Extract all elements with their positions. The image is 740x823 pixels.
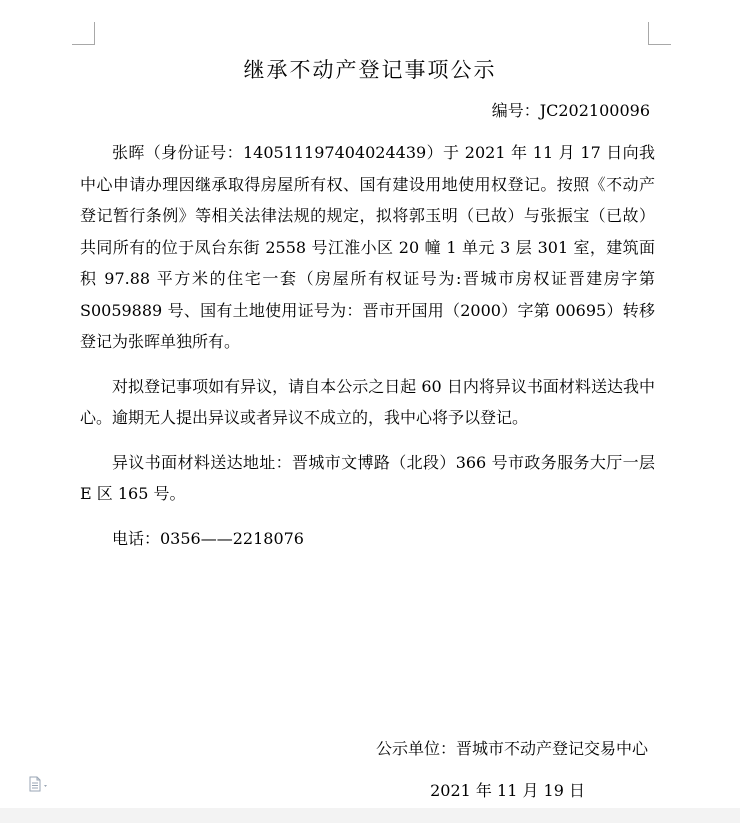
paragraph-objection: 对拟登记事项如有异议，请自本公示之日起 60 日内将异议书面材料送达我中心。逾期无人提出异议或者异议不成立的，我中心将予以登记。 xyxy=(80,376,655,427)
paragraph-phone: 电话：0356——2218076 xyxy=(112,528,304,548)
document-number: 编号：JC202100096 xyxy=(491,101,650,120)
page-bottom-edge xyxy=(0,808,740,823)
signing-unit: 公示单位：晋城市不动产登记交易中心 xyxy=(375,739,648,758)
document-body xyxy=(80,137,655,567)
document-icon[interactable] xyxy=(28,776,52,792)
document-title: 继承不动产登记事项公示 xyxy=(243,58,497,82)
crop-mark-top-left xyxy=(72,22,95,45)
paragraph-address: 异议书面材料送达地址：晋城市文博路（北段）366 号市政务服务大厅一层 E 区 165 号。 xyxy=(80,452,655,503)
crop-mark-top-right xyxy=(648,22,671,45)
paragraph-main: 张晖（身份证号：140511197404024439）于 2021 年 11 月 17 日向我中心申请办理因继承取得房屋所有权、国有建设用地使用权登记。按照《不动产登记暂行条例》等相关法律法规的规定，拟将郭玉明（已故）与张振宝（已故）共同所有的位于凤台东街 2558 号江淮小区 20 幢 1 单元 3 层 301 室，建筑面积 97.88 平方米的住宅一套（房屋所有权证号为:晋城市房权证晋建房字第 S0059889 号、国有土地使用证号为：晋市开国用（2000）字第 00695）转移登记为张晖单独所有。 xyxy=(80,143,655,351)
document-date: 2021 年 11 月 19 日 xyxy=(430,781,585,800)
